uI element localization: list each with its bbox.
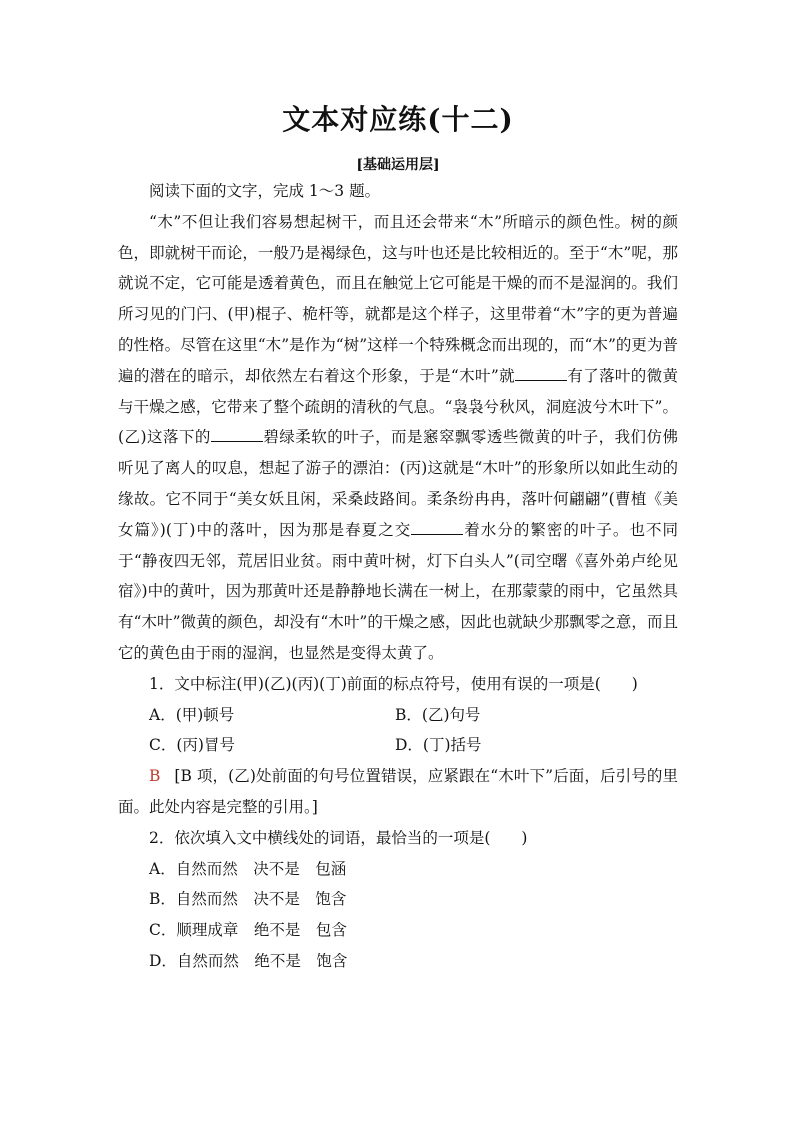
question-2-stem: 2．依次填入文中横线处的词语，最恰当的一项是( ): [149, 828, 528, 847]
section-tag: [基础运用层]: [356, 157, 440, 173]
question-1-option-a: A．(甲)顿号: [149, 705, 235, 724]
answer-letter: B: [149, 767, 161, 786]
question-1-answer: [118, 761, 678, 823]
page-title: 文本对应练(十二): [282, 103, 514, 136]
question-1-option-c: C．(丙)冒号: [149, 736, 235, 755]
fill-blank-3: [411, 520, 463, 535]
passage-part-4: 着水分的繁密的叶子。也不同于“静夜四无邻，荒居旧业贫。雨中黄叶树，灯下白头人”(司空曙《喜外弟卢纶见宿》)中的黄叶，因为那黄叶还是静静地长满在一树上，在那蒙蒙的雨中，它虽然具有“木叶”微黄的颜色，却没有“木叶”的干燥之感，因此也就缺少那飘零之意，而且它的黄色由于雨的湿润，也显然是变得太黄了。: [118, 520, 678, 662]
question-1-options-row-1: [118, 700, 678, 731]
question-1-stem: 1．文中标注(甲)(乙)(丙)(丁)前面的标点符号，使用有误的一项是( ): [149, 674, 638, 693]
question-2-option-c: C．顺理成章 绝不是 包含: [149, 921, 347, 940]
question-2-option-a: A．自然而然 决不是 包涵: [149, 859, 347, 878]
passage-part-1: “木”不但让我们容易想起树干，而且还会带来“木”所暗示的颜色性。树的颜色，即就树干而论，一般乃是褐绿色，这与叶也还是比较相近的。至于“木”呢，那就说不定，它可能是透着黄色，而且在触觉上它可能是干燥的而不是湿润的。我们所习见的门闩、(甲)棍子、桅杆等，就都是这个样子，这里带着“木”字的更为普遍的性格。尽管在这里“木”是作为“树”这样一个特殊概念而出现的，而“木”的更为普遍的潜在的暗示，却依然左右着这个形象，于是“木叶”就: [118, 212, 678, 385]
fill-blank-1: [515, 366, 567, 381]
question-2-option-b: B．自然而然 决不是 饱含: [149, 890, 347, 909]
passage-part-2: 有了落叶的微黄与干燥之感，它带来了整个疏朗的清秋的气息。“袅袅兮秋风，洞庭波兮木叶下”。(乙)这落下的: [118, 366, 678, 447]
passage-part-3: 碧绿柔软的叶子，而是窸窣飘零透些微黄的叶子，我们仿佛听见了离人的叹息，想起了游子的漂泊：(丙)这就是“木叶”的形象所以如此生动的缘故。它不同于“美女妖且闲，采桑歧路间。柔条纷冉冉，落叶何翩翩”(曹植《美女篇》)(丁)中的落叶，因为那是春夏之交: [118, 428, 678, 539]
reading-passage: [118, 207, 678, 669]
question-2-option-d: D．自然而然 绝不是 饱含: [149, 951, 348, 970]
question-1-options-row-2: [118, 730, 678, 761]
question-1-option-b: B．(乙)句号: [395, 705, 481, 724]
answer-explanation: [B 项，(乙)处前面的句号位置错误，应紧跟在“木叶下”后面，后引号的里面。此处内容是完整的引用。]: [118, 767, 678, 816]
question-1-option-d: D．(丁)括号: [395, 736, 482, 755]
fill-blank-2: [211, 427, 263, 442]
document-page: [118, 96, 678, 977]
reading-instruction: 阅读下面的文字，完成 1～3 题。: [149, 182, 381, 200]
